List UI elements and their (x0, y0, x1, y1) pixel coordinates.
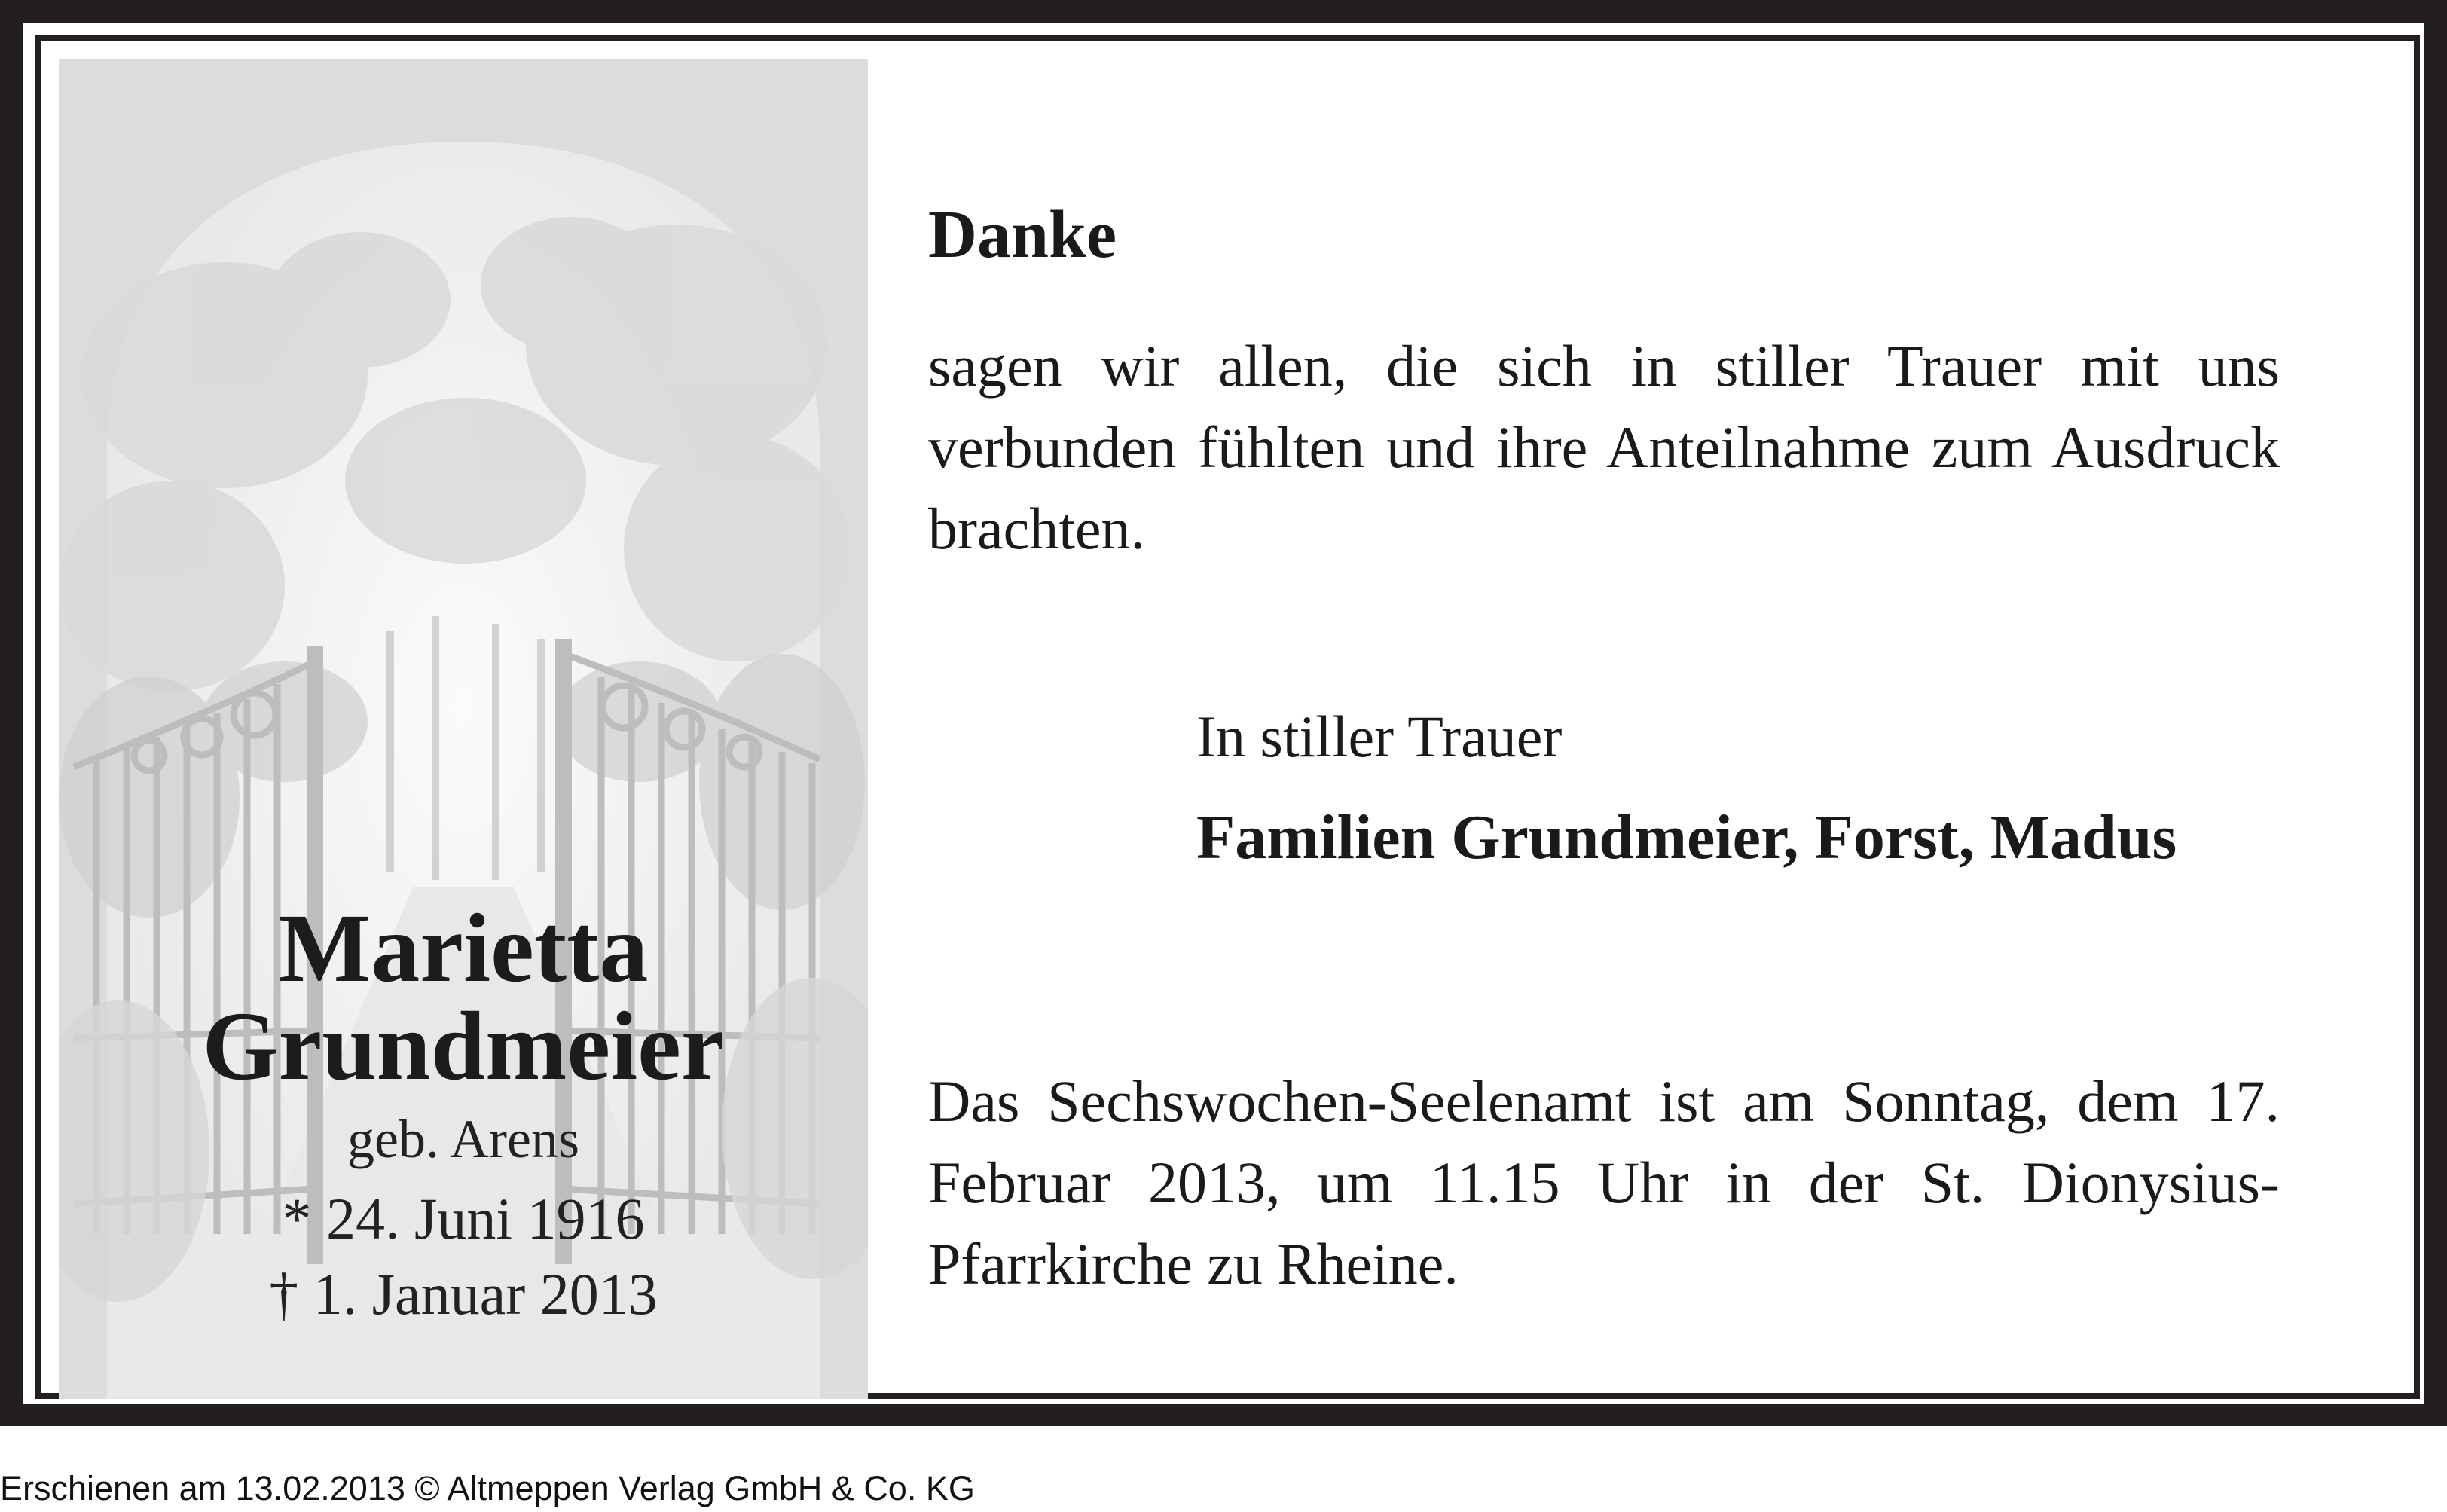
deceased-last-name: Grundmeier (202, 992, 725, 1101)
notice-heading: Danke (928, 197, 1117, 272)
birth-date: * 24. Juni 1916 (282, 1186, 645, 1251)
thanks-text: sagen wir allen, die sich in stiller Trauer mit uns verbunden fühlten und ihre Anteilnahme zum Ausdruck brachten. (928, 333, 2280, 561)
maiden-name: geb. Arens (347, 1109, 579, 1169)
deceased-first-name: Marietta (278, 894, 649, 1003)
deceased-info (59, 894, 868, 1332)
families-signature: Familien Grundmeier, Forst, Madus (1196, 802, 2177, 872)
death-date: † 1. Januar 2013 (269, 1261, 658, 1327)
publication-footer: Erschienen am 13.02.2013 © Altmeppen Verlag GmbH & Co. KG (0, 1469, 975, 1507)
mourning-label: In stiller Trauer (1196, 704, 1563, 769)
cemetery-gate-image (59, 59, 868, 1399)
service-announcement: Das Sechswochen-Seelenamt ist am Sonntag, dem 17. Februar 2013, um 11.15 Uhr in der St. Dionysius-Pfarrkirche zu Rheine. (928, 1068, 2280, 1297)
